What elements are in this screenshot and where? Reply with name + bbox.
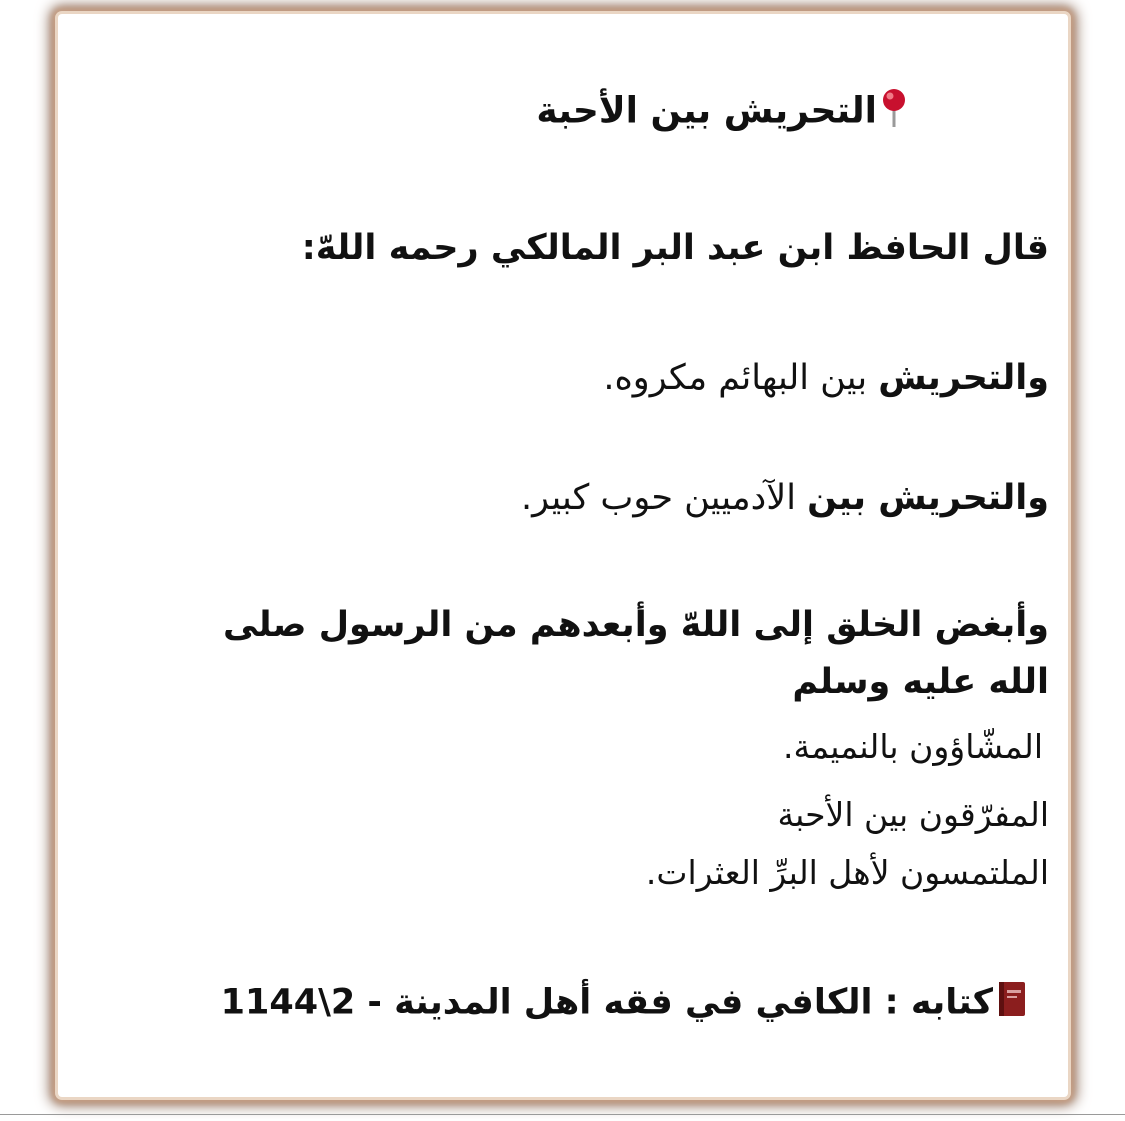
divider — [0, 1114, 1125, 1115]
intro-text: قال الحافظ ابن عبد البر المالكي رحمه اللهّ: — [301, 228, 1049, 268]
statement-humans-rest: الآدميين حوب كبير. — [521, 478, 808, 518]
statement-animals-rest: بين البهائم مكروه. — [603, 358, 879, 398]
statement-animals-bold: والتحريش — [878, 358, 1049, 398]
list-item: المفرّقون بين الأحبة — [777, 795, 1049, 834]
source-line — [86, 980, 1029, 1027]
quote-card — [58, 14, 1068, 1097]
statement-most-hated-cont: الله عليه وسلم — [792, 662, 1049, 702]
list-item: المشّاؤون بالنميمة. — [783, 727, 1043, 766]
list-item: الملتمسون لأهل البرِّ العثرات. — [645, 853, 1049, 892]
title-line — [86, 88, 907, 137]
book-icon — [995, 980, 1029, 1027]
pushpin-icon — [881, 88, 907, 137]
statement-animals — [86, 358, 1049, 398]
statement-most-hated: وأبغض الخلق إلى اللهّ وأبعدهم من الرسول صلى — [222, 605, 1049, 645]
statement-humans-bold: والتحريش بين — [807, 478, 1049, 518]
statement-humans — [86, 478, 1049, 518]
page-title: التحريش بين الأحبة — [536, 90, 877, 132]
source-citation: كتابه : الكافي في فقه أهل المدينة - 2\1144 — [220, 982, 993, 1023]
